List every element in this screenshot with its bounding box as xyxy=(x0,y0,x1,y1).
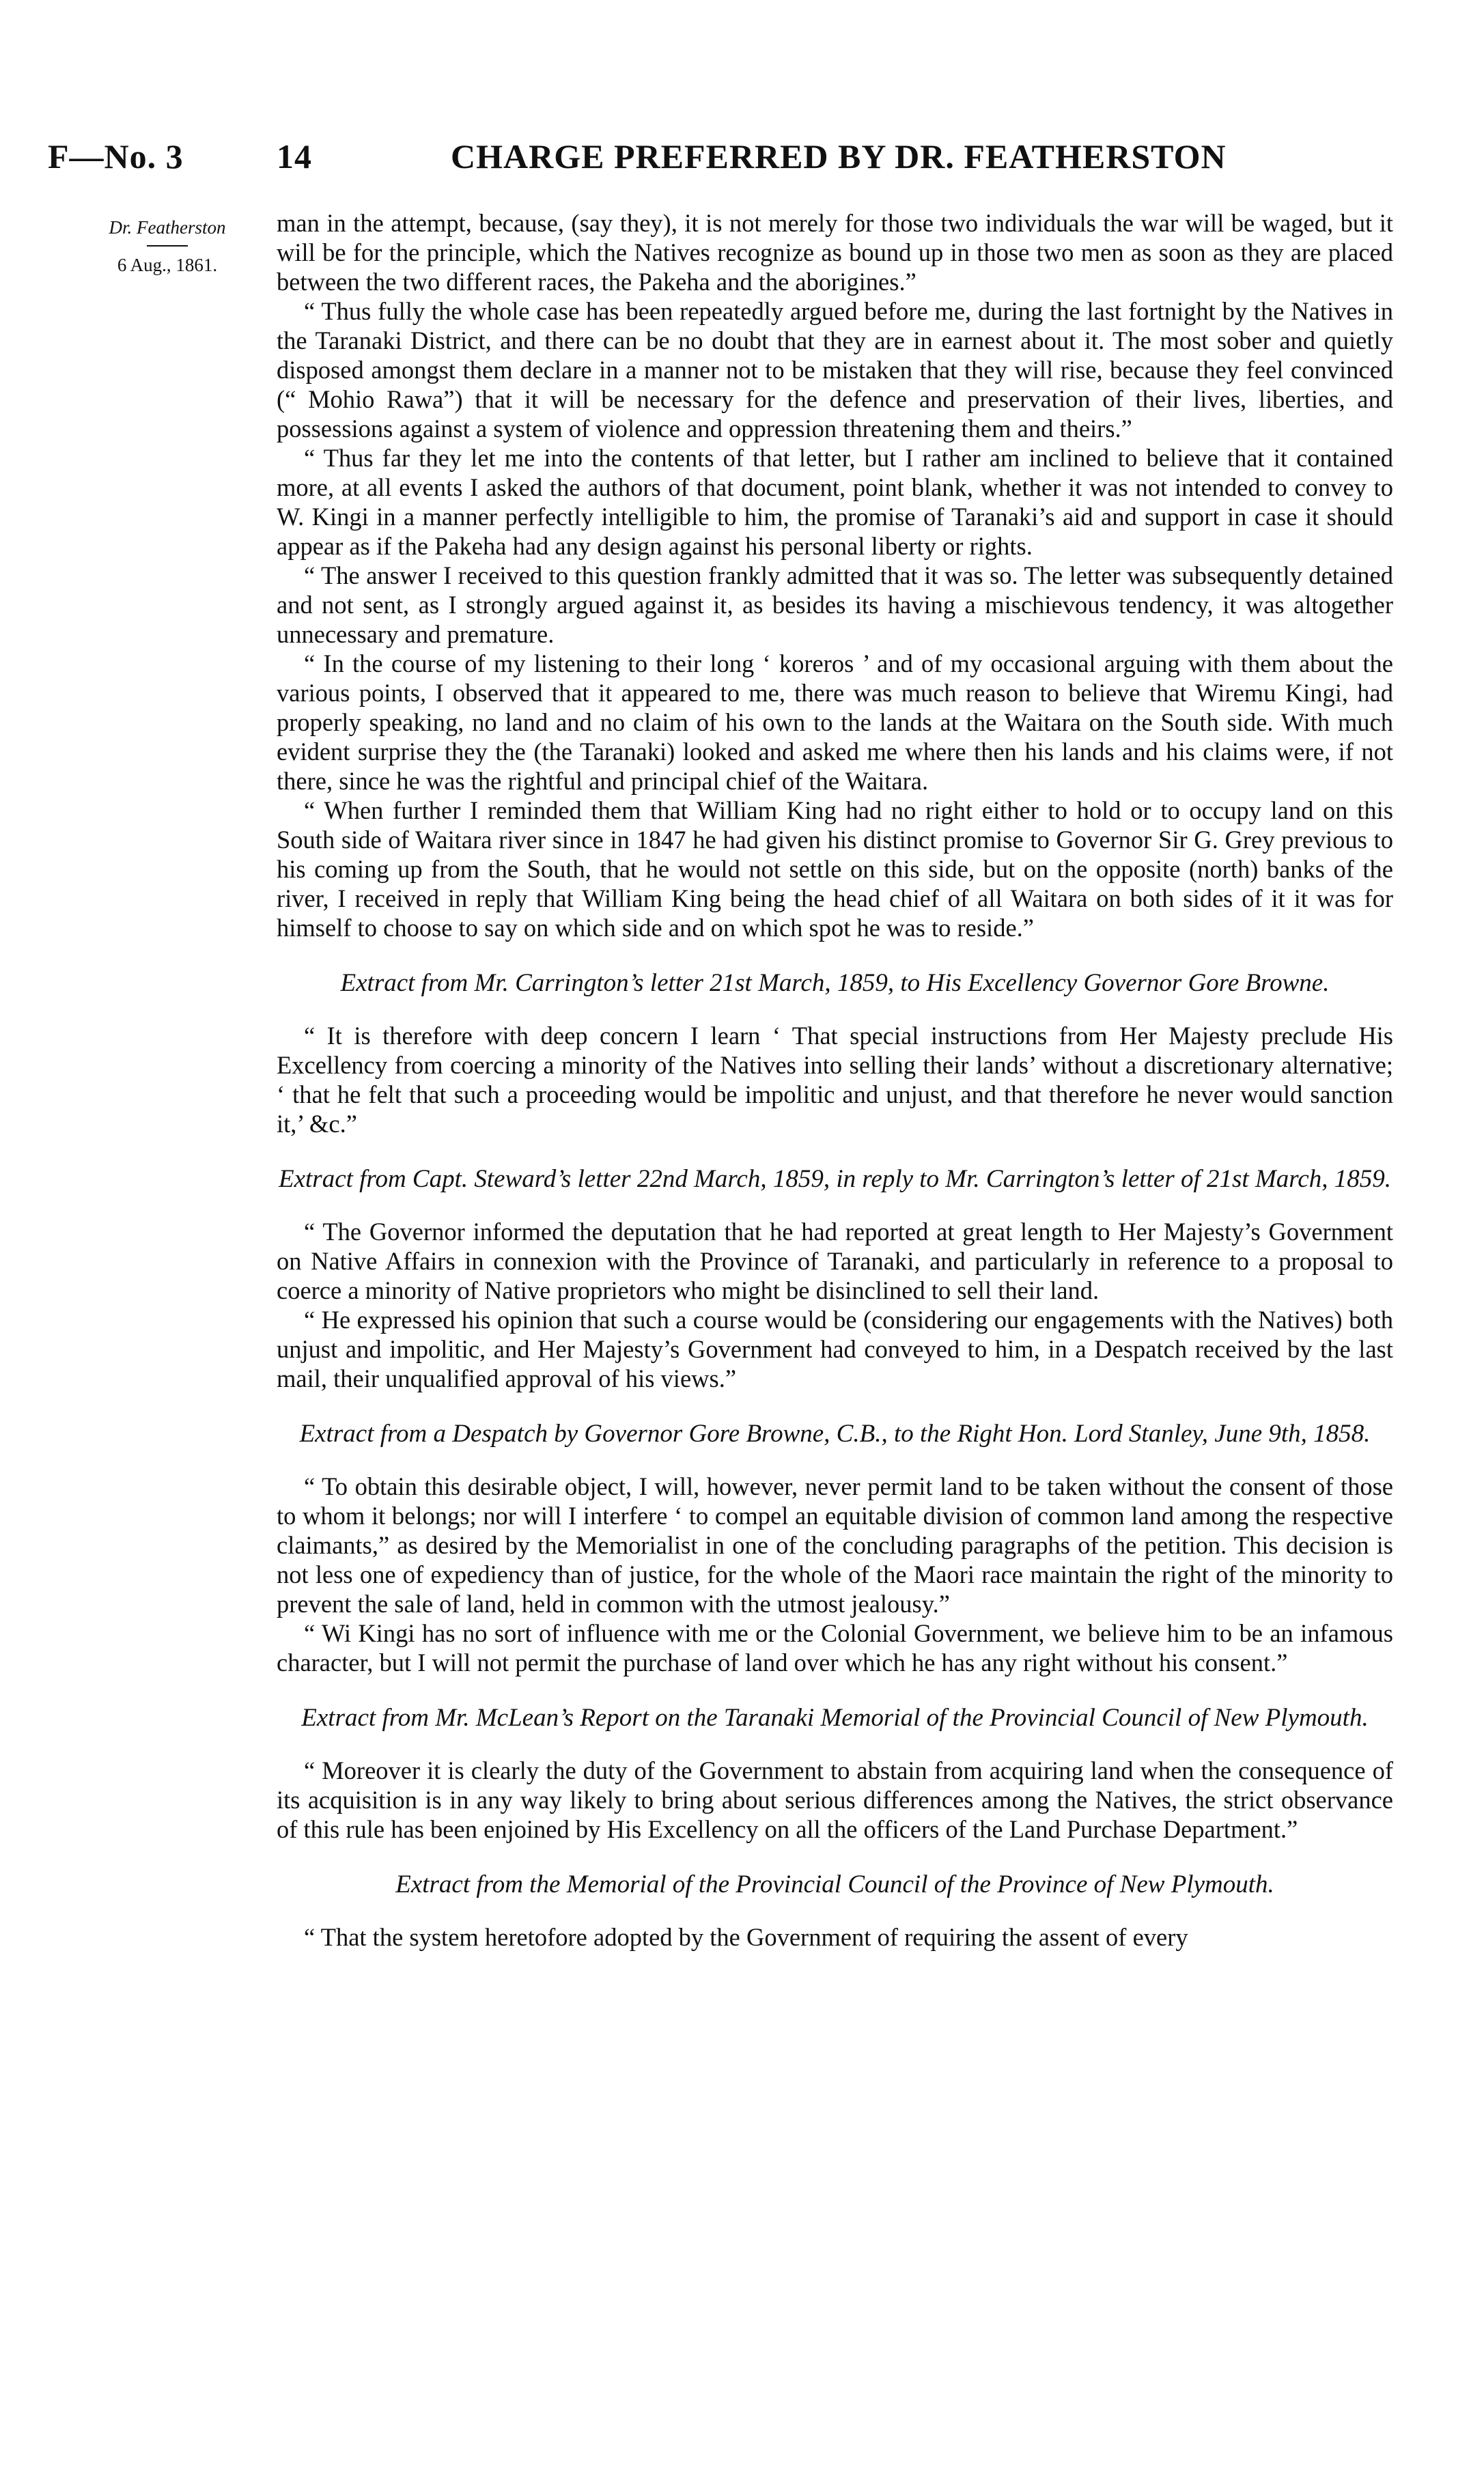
paragraph: “ Moreover it is clearly the duty of the Government to abstain from acquiring land when the consequence of its acquisition is in any way likely to bring about serious differences among the Natives, the strict observance of this rule has been enjoined by His Excellency on all the officers of the Land Purchase Department.” xyxy=(277,1756,1393,1843)
paragraph: “ He expressed his opinion that such a course would be (considering our engagements with the Natives) both unjust and impolitic, and Her Majesty’s Government had conveyed to him, in a Despatch received by the last mail, their unqualified approval of his views.” xyxy=(277,1306,1393,1392)
extract-heading: Extract from Capt. Steward’s letter 22nd March, 1859, in reply to Mr. Carrington’s letter of 21st March, 1859. xyxy=(279,1165,1391,1193)
paragraph: “ Thus far they let me into the contents of that letter, but I rather am inclined to believe that it contained more, at all events I asked the authors of that document, point blank, whether it was not intended to convey to W. Kingi in a manner perfectly intelligible to him, the promise of Taranaki’s aid and support in case it should appear as if the Pakeha had any design against his personal liberty or rights. xyxy=(277,444,1393,560)
section-1 xyxy=(277,1021,1393,1138)
paragraph: man in the attempt, because, (say they), it is not merely for those two individuals the war will be waged, but it will be for the principle, which the Natives recognize as bound up in those two men as soon as they are placed between the two different races, the Pakeha and the aborigines.” xyxy=(277,209,1393,296)
page-number: 14 xyxy=(277,137,312,176)
section-3 xyxy=(277,1472,1393,1677)
section-0 xyxy=(277,208,1393,942)
paragraph: “ The Governor informed the deputation that he had reported at great length to Her Majesty’s Government on Native Affairs in connexion with the Province of Taranaki, and particularly in reference to a proposal to coerce a minority of Native proprietors who might be disinclined to sell their land. xyxy=(277,1218,1393,1304)
document-reference: F—No. 3 xyxy=(48,137,184,176)
body-column xyxy=(277,0,1393,1952)
extract-heading: Extract from Mr. Carrington’s letter 21st March, 1859, to His Excellency Governor Gore Browne. xyxy=(340,969,1330,997)
paragraph: “ That the system heretofore adopted by the Government of requiring the assent of every xyxy=(304,1923,1188,1951)
paragraph: “ Thus fully the whole case has been repeatedly argued before me, during the last fortnight by the Natives in the Taranaki District, and there can be no doubt that they are in earnest about it. The most sober and quietly disposed amongst them declare in a manner not to be mistaken that they will rise, because they feel convinced (“ Mohio Rawa”) that it will be necessary for the defence and preservation of their lives, liberties, and possessions against a system of violence and oppression threatening them and theirs.” xyxy=(277,297,1393,443)
margin-date: 6 Aug., 1861. xyxy=(117,255,218,275)
extract-heading: Extract from the Memorial of the Provincial Council of the Province of New Plymouth. xyxy=(395,1870,1274,1898)
page-title: CHARGE PREFERRED BY DR. FEATHERSTON xyxy=(451,137,1227,176)
margin-author: Dr. Featherston xyxy=(109,217,226,238)
paragraph: “ When further I reminded them that William King had no right either to hold or to occupy land on this South side of Waitara river since in 1847 he had given his distinct promise to Governor Sir G. Grey previous to his coming up from the South, that he would not settle on this side, but on the opposite (north) banks of the river, I received in reply that William King being the head chief of all Waitara on both sides of it it was for himself to choose to say on which side and on which spot he was to reside.” xyxy=(277,796,1393,942)
paragraph: “ It is therefore with deep concern I learn ‘ That special instructions from Her Majesty preclude His Excellency from coercing a minority of the Natives into selling their lands’ without a discretionary alternative; ‘ that he felt that such a proceeding would be impolitic and unjust, and that therefore he never would sanction it,’ &c.” xyxy=(277,1022,1393,1138)
margin-rule xyxy=(147,245,188,247)
extract-heading: Extract from Mr. McLean’s Report on the Taranaki Memorial of the Provincial Council of New Plymouth. xyxy=(301,1704,1369,1732)
paragraph: “ To obtain this desirable object, I will, however, never permit land to be taken without the consent of those to whom it belongs; nor will I interfere ‘ to compel an equitable division of common land among the respective claimants,” as desired by the Memorialist in one of the concluding paragraphs of the petition. This decision is not less one of expediency than of justice, for the whole of the Maori race maintain the right of the minority to prevent the sale of land, held in common with the utmost jealousy.” xyxy=(277,1472,1393,1618)
section-5 xyxy=(277,1922,1393,1952)
margin-note xyxy=(82,217,253,276)
extract-heading: Extract from a Despatch by Governor Gore Browne, C.B., to the Right Hon. Lord Stanley, June 9th, 1858. xyxy=(299,1420,1371,1448)
paragraph: “ In the course of my listening to their long ‘ koreros ’ and of my occasional arguing with them about the various points, I observed that it appeared to me, there was much reason to believe that Wiremu Kingi, had properly speaking, no land and no claim of his own to the lands at the Waitara on the South side. With much evident surprise they the (the Taranaki) looked and asked me where then his lands and his claims were, if not there, since he was the rightful and principal chief of the Waitara. xyxy=(277,649,1393,795)
paragraph: “ Wi Kingi has no sort of influence with me or the Colonial Government, we believe him to be an infamous character, but I will not permit the purchase of land over which he has any right without his consent.” xyxy=(277,1619,1393,1677)
section-2 xyxy=(277,1217,1393,1393)
section-4 xyxy=(277,1756,1393,1844)
paragraph: “ The answer I received to this question frankly admitted that it was so. The letter was subsequently detained and not sent, as I strongly argued against it, as besides its having a mischievous tendency, it was altogether unnecessary and premature. xyxy=(277,561,1393,648)
